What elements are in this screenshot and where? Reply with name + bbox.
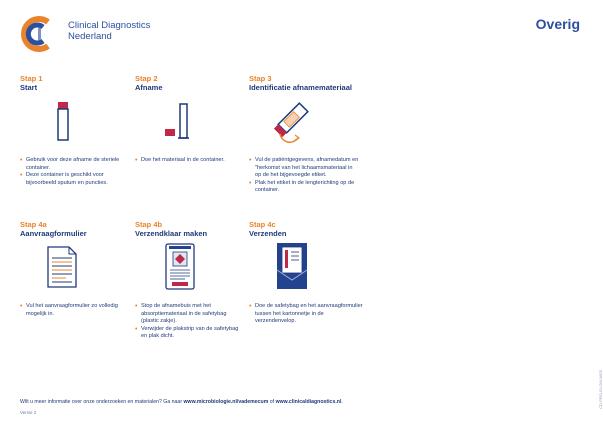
- list-item: • Doe het materiaal in de container.: [135, 157, 245, 165]
- step-number: Stap 4b: [135, 220, 163, 229]
- document-code: CD-PRO-EI-OM-0825: [598, 370, 603, 409]
- step-title: Afname: [135, 83, 163, 92]
- step-number: Stap 4c: [249, 220, 276, 229]
- step-4b-bullets: [135, 303, 245, 341]
- clinicaldiagnostics-link[interactable]: www.clinicaldiagnostics.nl: [275, 399, 342, 405]
- step-number: Stap 4a: [20, 220, 47, 229]
- footer-text: .: [341, 399, 343, 405]
- step-title: Verzendklaar maken: [135, 229, 208, 238]
- step-3: [249, 74, 379, 92]
- step-title: Start: [20, 83, 38, 92]
- envelope-icon: [276, 242, 308, 290]
- form-document-icon: [46, 246, 78, 288]
- brand-subname: Nederland: [68, 31, 112, 42]
- label-tube-icon: [270, 98, 316, 144]
- step-4b: [135, 220, 245, 238]
- sample-transfer-icon: [162, 102, 192, 140]
- list-item: • Verwijder de plakstrip van de safetybag en plak dicht.: [135, 326, 245, 341]
- vademecum-link[interactable]: www.microbiologie.nl/vademecum: [183, 399, 269, 405]
- step-1: [20, 74, 130, 92]
- step-4c: [249, 220, 359, 238]
- version-label: Versie 2: [20, 410, 37, 415]
- footer-text: of: [268, 399, 276, 405]
- step-number: Stap 1: [20, 74, 43, 83]
- tube-icon: [56, 101, 70, 141]
- clinical-diagnostics-logo-icon: [18, 14, 58, 54]
- step-number: Stap 2: [135, 74, 158, 83]
- footer-info: [20, 399, 343, 405]
- list-item: • Stop de afnamebuis met het absorptiemateriaal in de safetybag (plastic zakje).: [135, 303, 245, 326]
- list-item: • Gebruik voor deze afname de steriele container.: [20, 157, 130, 172]
- step-4a-bullets: [20, 303, 120, 318]
- list-item: • Plak het etiket in de lengterichting op de container.: [249, 180, 359, 195]
- step-title: Verzenden: [249, 229, 287, 238]
- step-number: Stap 3: [249, 74, 272, 83]
- step-1-bullets: [20, 157, 130, 187]
- list-item: • Deze container is geschikt voor bijvoorbeeld sputum en puncties.: [20, 172, 130, 187]
- step-4a: [20, 220, 130, 238]
- list-item: • Doe de safetybag en het aanvraagformulier tussen het kartonnetje in de verzendenvelop.: [249, 303, 364, 326]
- step-title: Aanvraagformulier: [20, 229, 87, 238]
- step-4c-bullets: [249, 303, 364, 326]
- step-2-bullets: [135, 157, 245, 165]
- list-item: • Vul de patiëntgegevens, afnamedatum en "herkomst van het lichaamsmateriaal in op de het bijgevoegde etiket.: [249, 157, 359, 180]
- brand-name: Clinical Diagnostics: [68, 20, 151, 31]
- footer-text: Wilt u meer informatie over onze onderzoeken en materialen? Ga naar: [20, 399, 184, 405]
- step-title: Identificatie afnamemateriaal: [249, 83, 352, 92]
- page-title: Overig: [535, 16, 580, 32]
- list-item: • Vul het aanvraagformulier zo volledig mogelijk in.: [20, 303, 120, 318]
- step-2: [135, 74, 245, 92]
- step-3-bullets: [249, 157, 359, 195]
- safety-bag-icon: [165, 243, 195, 290]
